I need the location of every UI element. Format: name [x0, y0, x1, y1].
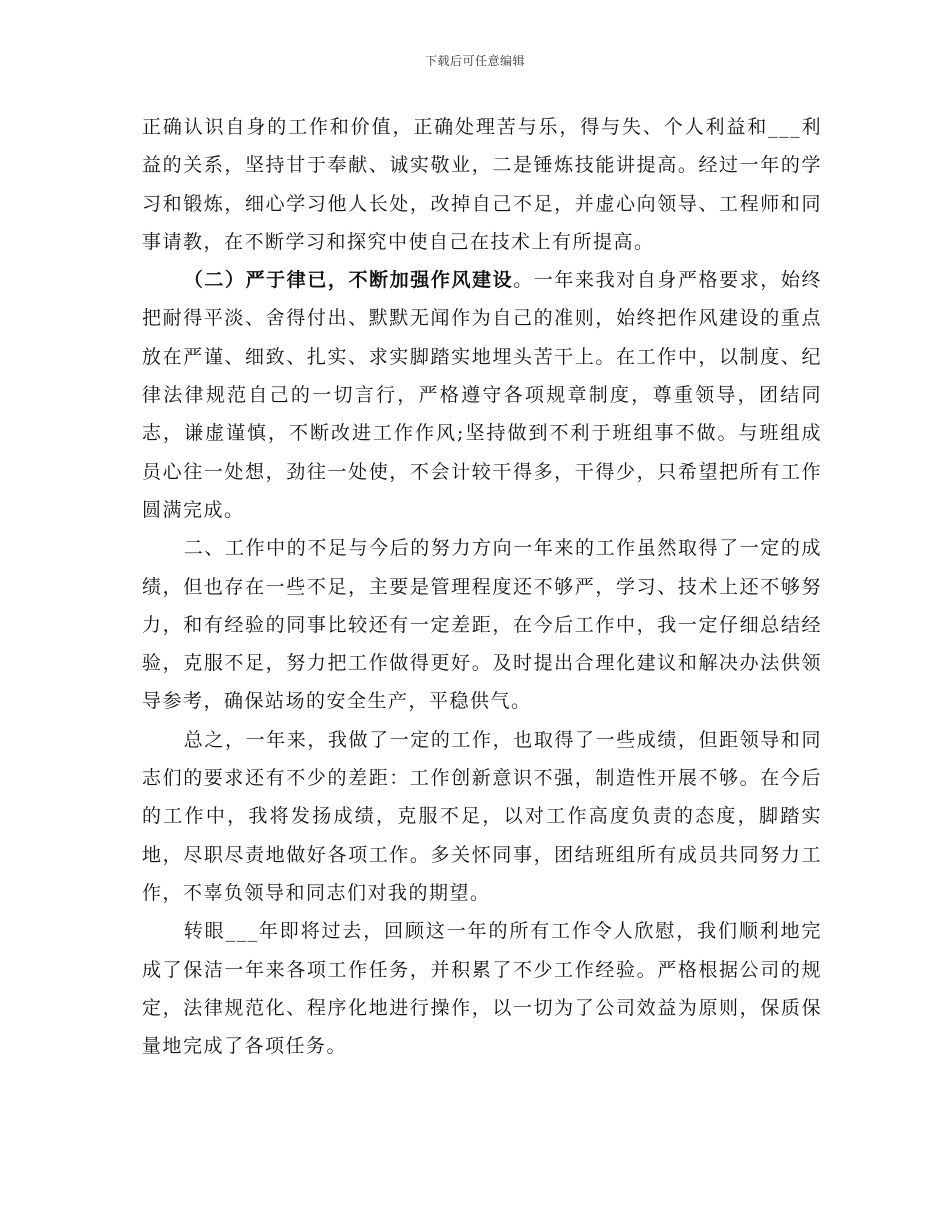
section-heading-2: （二）严于律已，不断加强作风建设	[183, 269, 514, 292]
document-body	[142, 108, 822, 1065]
paragraph-2	[142, 261, 822, 529]
page-header: 下载后可任意编辑	[424, 54, 525, 68]
paragraph-3: 二、工作中的不足与今后的努力方向一年来的工作虽然取得了一定的成绩，但也存在一些不足，主要是管理程度还不够严，学习、技术上还不够努力，和有经验的同事比较还有一定差距，在今后工作中，我一定仔细总结经验，克服不足，努力把工作做得更好。及时提出合理化建议和解决办法供领导参考，确保站场的安全生产，平稳供气。	[142, 537, 822, 713]
paragraph-5: 转眼___年即将过去，回顾这一年的所有工作令人欣慰，我们顺利地完成了保洁一年来各项工作任务，并积累了不少工作经验。严格根据公司的规定，法律规范化、程序化地进行操作，以一切为了公司效益为原则，保质保量地完成了各项任务。	[142, 920, 822, 1058]
paragraph-4: 总之，一年来，我做了一定的工作，也取得了一些成绩，但距领导和同志们的要求还有不少的差距：工作创新意识不强，制造性开展不够。在今后的工作中，我将发扬成绩，克服不足，以对工作高度负责的态度，脚踏实地，尽职尽责地做好各项工作。多关怀同事，团结班组所有成员共同努力工作，不辜负领导和同志们对我的期望。	[142, 728, 822, 904]
paragraph-2-text: 。一年来我对自身严格要求，始终把耐得平淡、舍得付出、默默无闻作为自己的准则，始终把作风建设的重点放在严谨、细致、扎实、求实脚踏实地埋头苦干上。在工作中，以制度、纪律法律规范自己的一切言行，严格遵守各项规章制度，尊重领导，团结同志，谦虚谨慎，不断改进工作作风;坚持做到不利于班组事不做。与班组成员心往一处想，劲往一处使，不会计较干得多，干得少，只希望把所有工作圆满完成。	[142, 269, 822, 521]
paragraph-1: 正确认识自身的工作和价值，正确处理苦与乐，得与失、个人利益和___利益的关系，坚持甘于奉献、诚实敬业，二是锤炼技能讲提高。经过一年的学习和锻炼，细心学习他人长处，改掉自己不足，并虚心向领导、工程师和同事请教，在不断学习和探究中使自己在技术上有所提高。	[142, 116, 822, 253]
